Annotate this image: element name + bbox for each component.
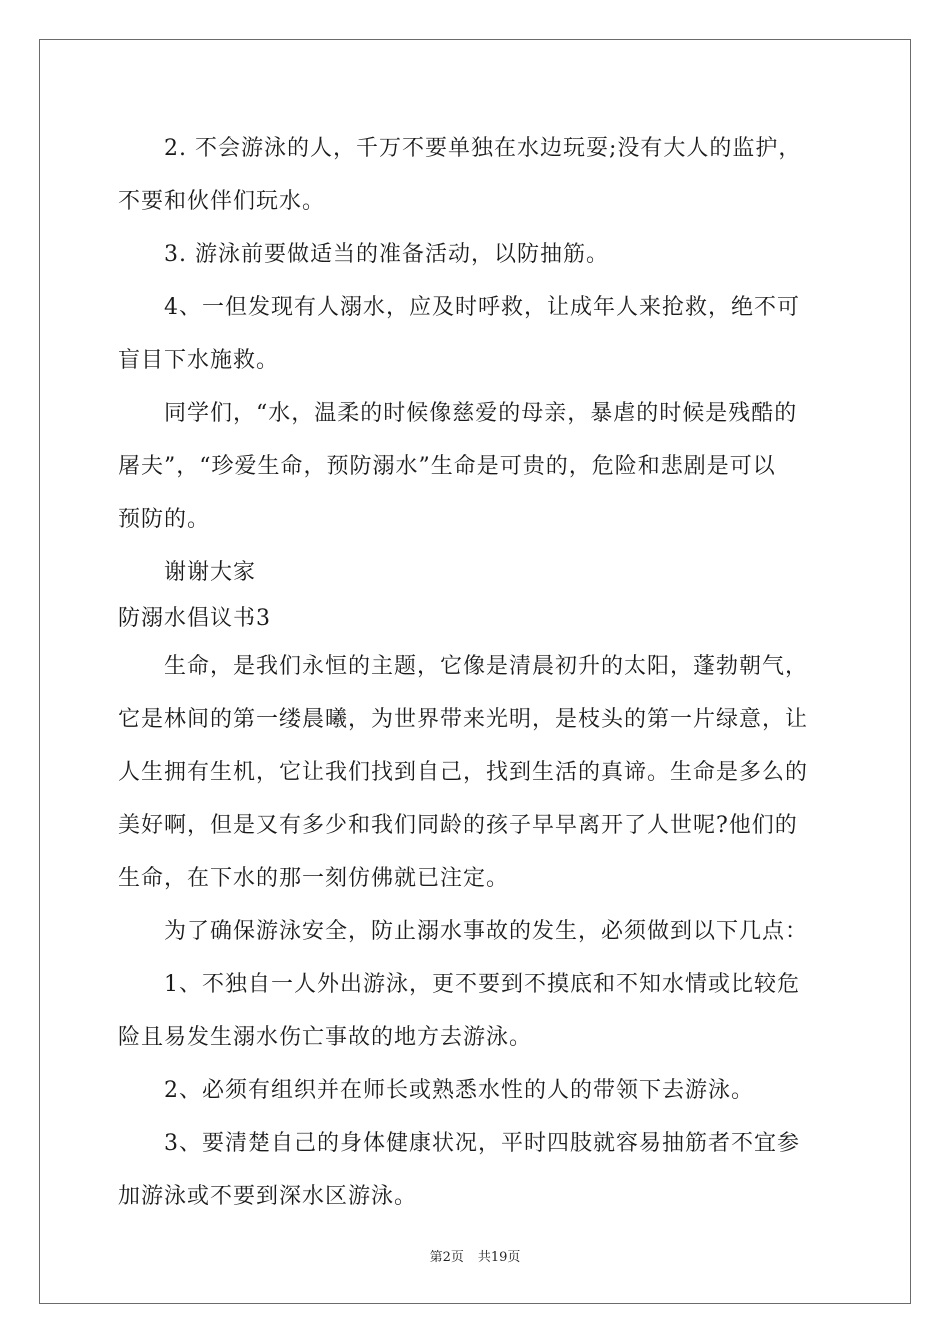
paragraph-line: 屠夫”，“珍爱生命，预防溺水”生命是可贵的，危险和悲剧是可以	[118, 454, 776, 479]
section-heading: 防溺水倡议书3	[118, 606, 271, 631]
paragraph-line: 2、必须有组织并在师长或熟悉水性的人的带领下去游泳。	[164, 1078, 754, 1103]
paragraph-line: 3. 游泳前要做适当的准备活动，以防抽筋。	[164, 242, 609, 267]
page-number: 第2页	[429, 1250, 464, 1265]
paragraph-line: 4、一但发现有人溺水，应及时呼救，让成年人来抢救，绝不可	[164, 295, 800, 320]
paragraph-line: 险且易发生溺水伤亡事故的地方去游泳。	[118, 1025, 533, 1050]
paragraph-line: 3、要清楚自己的身体健康状况，平时四肢就容易抽筋者不宜参	[164, 1131, 800, 1156]
paragraph-line: 美好啊，但是又有多少和我们同龄的孩子早早离开了人世呢?他们的	[118, 813, 798, 838]
closing-line: 谢谢大家	[164, 560, 257, 585]
paragraph-line: 它是林间的第一缕晨曦，为世界带来光明，是枝头的第一片绿意，让	[118, 707, 809, 732]
paragraph-line: 1、不独自一人外出游泳，更不要到不摸底和不知水情或比较危	[164, 972, 800, 997]
paragraph-line: 不要和伙伴们玩水。	[118, 189, 326, 214]
page-total: 共19页	[477, 1250, 521, 1265]
paragraph-line: 同学们，“水，温柔的时候像慈爱的母亲，暴虐的时候是残酷的	[164, 401, 798, 426]
paragraph-line: 2. 不会游泳的人，千万不要单独在水边玩耍;没有大人的监护，	[164, 136, 802, 161]
page-footer	[0, 1246, 950, 1265]
paragraph-line: 生命，是我们永恒的主题，它像是清晨初升的太阳，蓬勃朝气，	[164, 654, 809, 679]
paragraph-line: 人生拥有生机，它让我们找到自己，找到生活的真谛。生命是多么的	[118, 760, 809, 785]
paragraph-line: 加游泳或不要到深水区游泳。	[118, 1184, 418, 1209]
paragraph-line: 盲目下水施救。	[118, 348, 280, 373]
paragraph-line: 预防的。	[118, 507, 211, 532]
paragraph-line: 生命，在下水的那一刻仿佛就已注定。	[118, 866, 510, 891]
paragraph-line: 为了确保游泳安全，防止溺水事故的发生，必须做到以下几点：	[164, 919, 809, 944]
